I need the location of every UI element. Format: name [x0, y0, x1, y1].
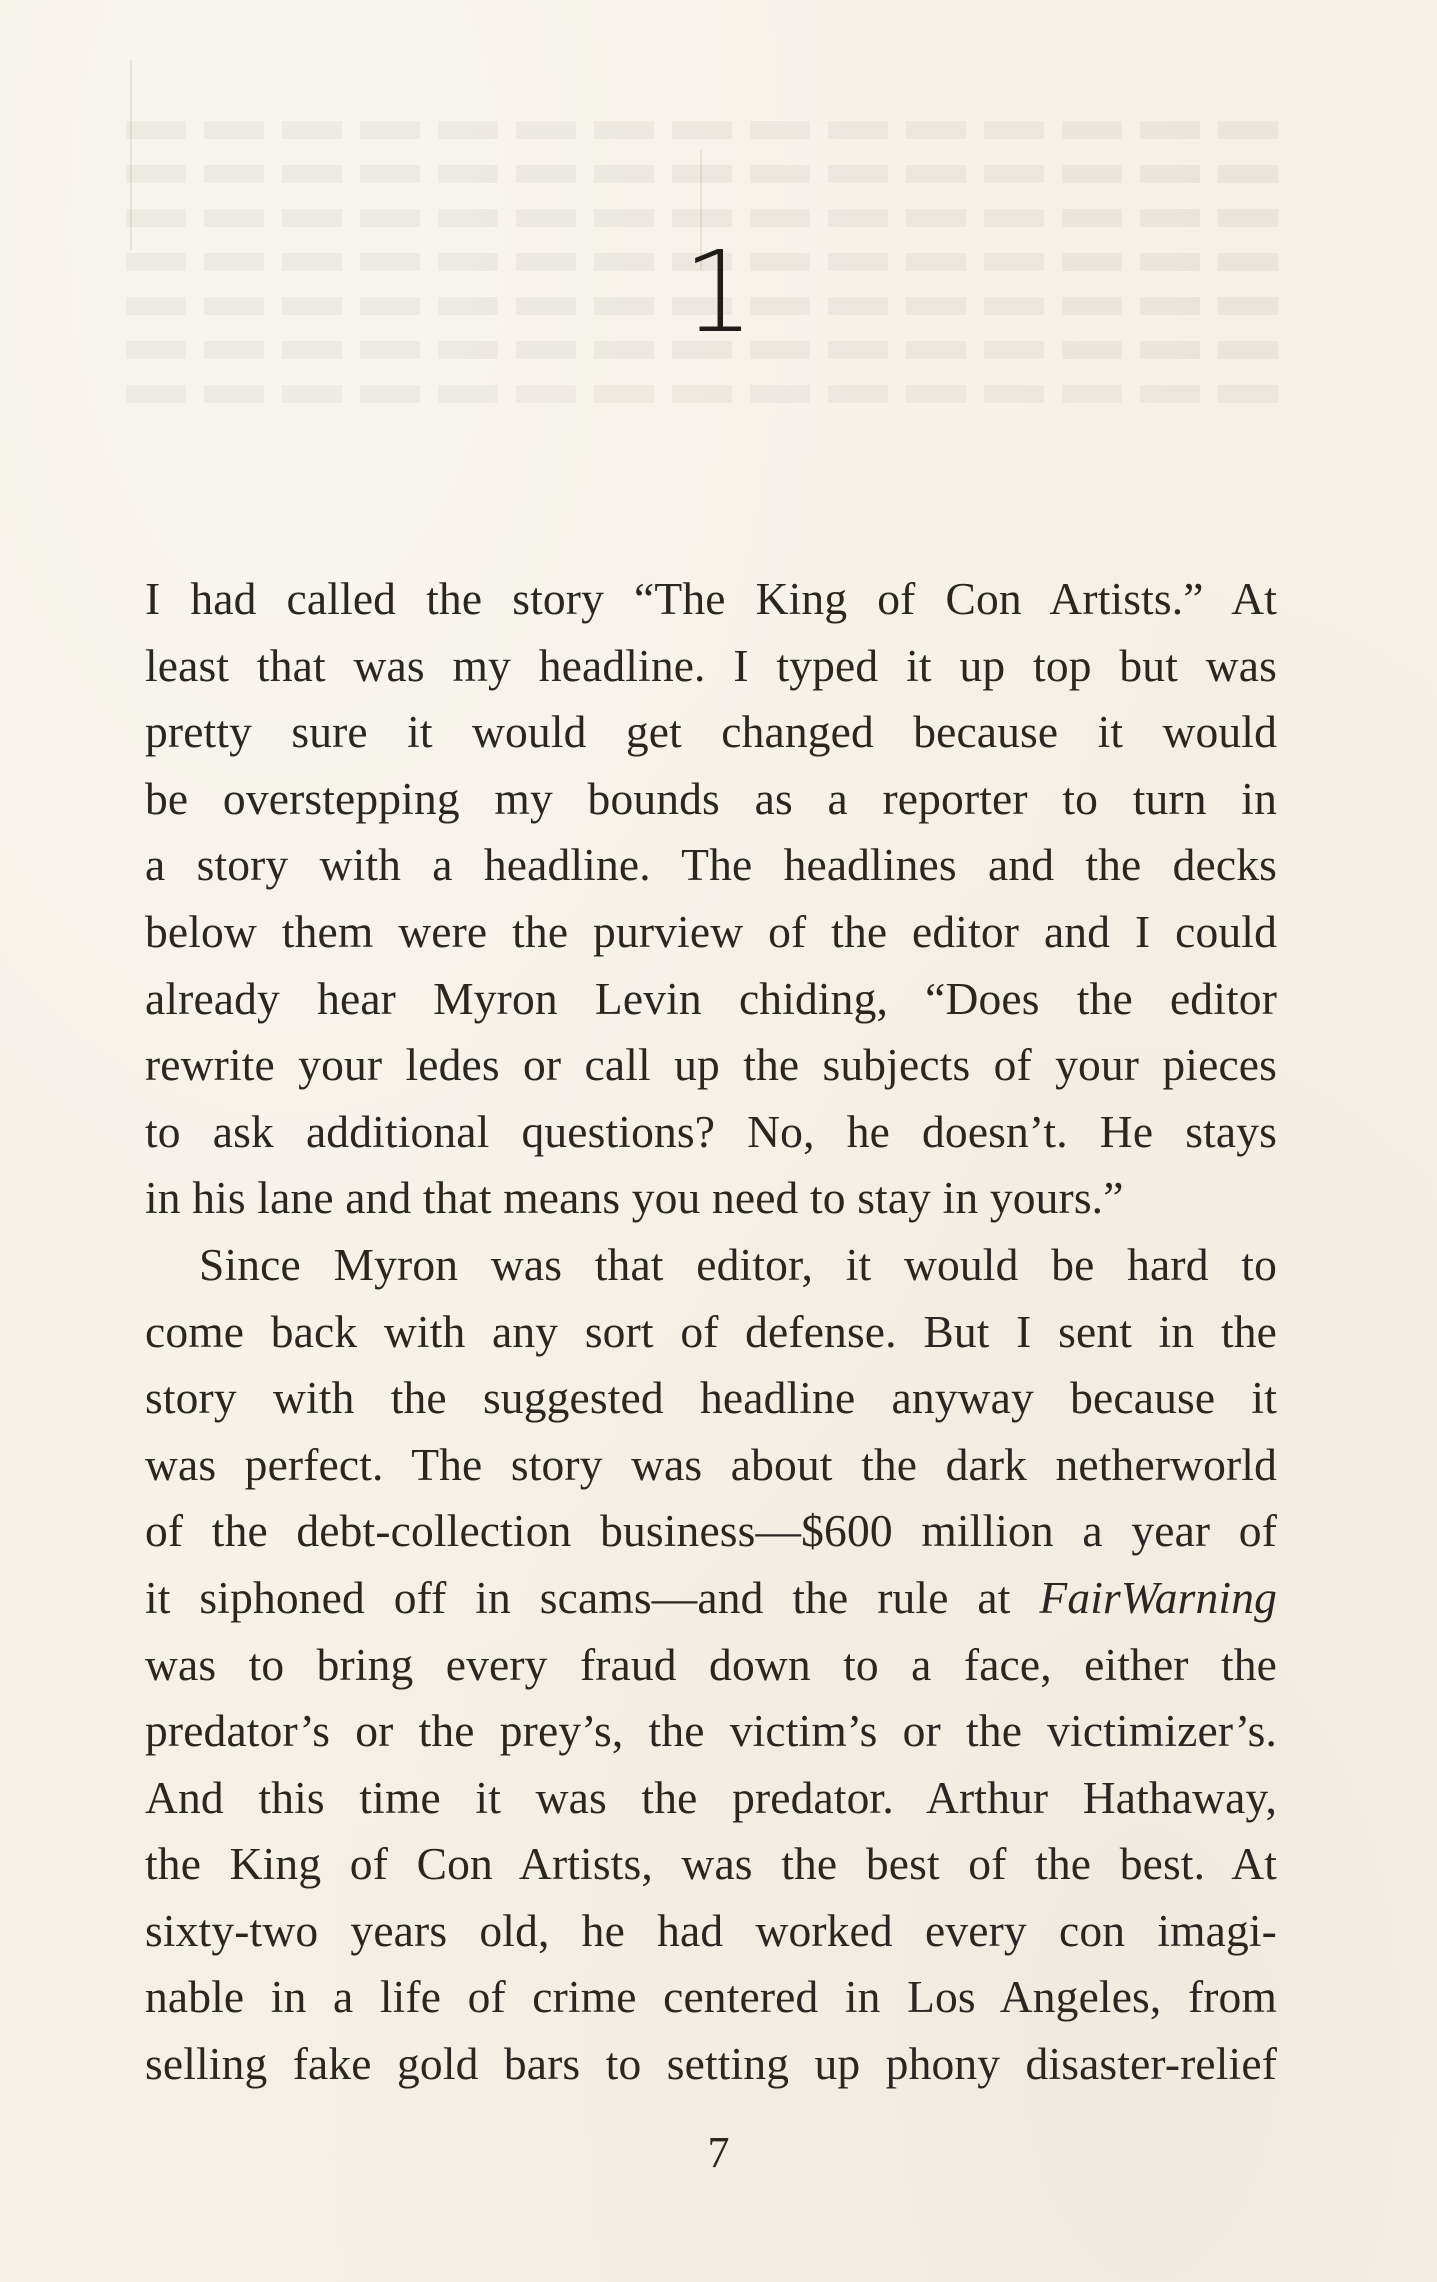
text-line: story with the suggested headline anyway because it: [145, 1372, 1277, 1424]
text-line: already hear Myron Levin chiding, “Does the editor: [145, 972, 1277, 1024]
text-line: the King of Con Artists, was the best of the best. At: [145, 1838, 1277, 1890]
text-line: was perfect. The story was about the dark netherworld: [145, 1438, 1277, 1490]
text-line: sixty-two years old, he had worked every con imagi-: [145, 1904, 1277, 1956]
text-line: predator’s or the prey’s, the victim’s or the victimizer’s.: [145, 1705, 1277, 1757]
text-line: And this time it was the predator. Arthur Hathaway,: [145, 1771, 1277, 1823]
text-line: selling fake gold bars to setting up phony disaster-relief: [145, 2038, 1277, 2090]
text-line: rewrite your ledes or call up the subjects of your pieces: [145, 1039, 1277, 1091]
text-line: come back with any sort of defense. But I sent in the: [145, 1305, 1277, 1357]
text-line: be overstepping my bounds as a reporter to turn in: [145, 772, 1277, 824]
text-line: was to bring every fraud down to a face, either the: [145, 1638, 1277, 1690]
page-number: 7: [707, 2128, 730, 2177]
text-line: pretty sure it would get changed because it would: [145, 706, 1277, 758]
text-line-with-italic: [145, 1565, 1277, 1632]
chapter-number: 1: [682, 228, 755, 358]
text-line: below them were the purview of the editor and I could: [145, 905, 1277, 957]
text-line: Since Myron was that editor, it would be hard to: [199, 1238, 1277, 1290]
text-line: least that was my headline. I typed it up top but was: [145, 639, 1277, 691]
publication-name: FairWarning: [1039, 1571, 1277, 1623]
text-line: of the debt-collection business—$600 million a year of: [145, 1505, 1277, 1557]
paper-crease-mark: [130, 60, 132, 250]
text-line: a story with a headline. The headlines and the decks: [145, 839, 1277, 891]
text-line: nable in a life of crime centered in Los Angeles, from: [145, 1971, 1277, 2023]
body-text: [145, 566, 1277, 2098]
text-segment: it siphoned off in scams—and the rule at: [145, 1571, 1040, 1623]
text-line: I had called the story “The King of Con Artists.” At: [145, 573, 1277, 624]
text-line: to ask additional questions? No, he doesn’t. He stays: [145, 1105, 1277, 1157]
text-line: in his lane and that means you need to stay in yours.”: [145, 1172, 1124, 1224]
